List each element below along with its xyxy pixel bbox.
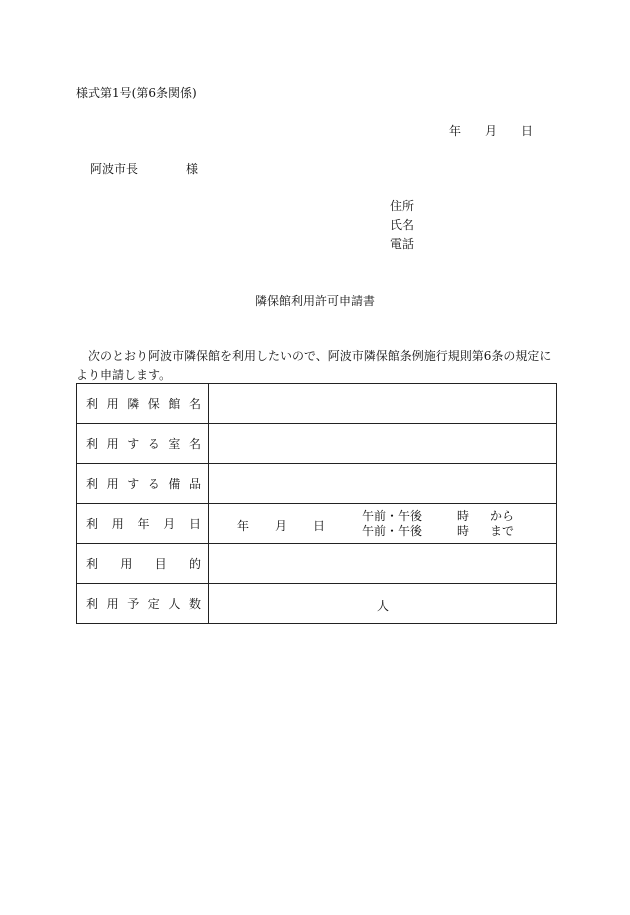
addressee-honorific: 様 [186, 162, 199, 176]
applicant-info [390, 197, 414, 254]
table-row [77, 584, 557, 624]
label-char: 保 [147, 397, 160, 411]
label-char: 目 [154, 557, 167, 571]
label-char: 月 [163, 517, 176, 531]
table-row [77, 544, 557, 584]
from-ampm: 午前・午後 [362, 509, 423, 523]
people-unit-label: 人 [377, 599, 390, 613]
label-char: る [147, 477, 160, 491]
from-hour-label: 時 [457, 509, 470, 523]
label-char: 利 [86, 477, 99, 491]
label-char: 人 [168, 597, 181, 611]
row-label-purpose [77, 544, 209, 584]
label-char: 日 [188, 517, 201, 531]
table-row [77, 384, 557, 424]
equipment-field[interactable] [209, 464, 557, 504]
row-label-date [77, 504, 209, 544]
from-suffix: から [490, 509, 515, 523]
room-name-field[interactable] [209, 424, 557, 464]
label-char: 室 [168, 437, 181, 451]
label-char: す [127, 477, 140, 491]
label-char: 用 [111, 517, 124, 531]
usage-time-range [362, 509, 514, 539]
usage-year-label: 年 [237, 519, 250, 533]
row-label-equipment [77, 464, 209, 504]
usage-day-label: 日 [313, 519, 326, 533]
label-char: 利 [86, 517, 99, 531]
label-char: 備 [168, 477, 181, 491]
time-from-row [362, 509, 514, 524]
application-date [449, 122, 533, 139]
label-char: す [127, 437, 140, 451]
to-hour-label: 時 [457, 524, 470, 538]
time-to-row [362, 524, 514, 539]
row-label-room [77, 424, 209, 464]
date-day-label: 日 [521, 124, 534, 138]
label-char: 年 [137, 517, 150, 531]
label-char: 利 [86, 397, 99, 411]
label-char: 用 [106, 397, 119, 411]
row-label-people [77, 584, 209, 624]
date-year-label: 年 [449, 124, 462, 138]
form-number: 様式第1号(第6条関係) [76, 86, 197, 100]
people-count-field[interactable] [209, 584, 557, 624]
date-month-label: 月 [485, 124, 498, 138]
label-char: 館 [168, 397, 181, 411]
label-char: 利 [86, 437, 99, 451]
label-char: 品 [188, 477, 201, 491]
label-char: 定 [147, 597, 160, 611]
label-char: 的 [188, 557, 201, 571]
purpose-field[interactable] [209, 544, 557, 584]
to-ampm: 午前・午後 [362, 524, 423, 538]
addressee-name: 阿波市長 [90, 162, 139, 176]
label-char: 用 [106, 477, 119, 491]
applicant-address-label: 住所 [390, 199, 415, 213]
label-char: 利 [86, 597, 99, 611]
addressee [90, 160, 198, 177]
applicant-name-label: 氏名 [390, 218, 415, 232]
label-char: 予 [127, 597, 140, 611]
table-row [77, 504, 557, 544]
table-row [77, 424, 557, 464]
label-char: る [147, 437, 160, 451]
usage-month-label: 月 [275, 519, 288, 533]
to-suffix: まで [490, 524, 515, 538]
label-char: 用 [106, 597, 119, 611]
label-char: 隣 [127, 397, 140, 411]
label-char: 名 [188, 397, 201, 411]
body-text: 次のとおり阿波市隣保館を利用したいので、阿波市隣保館条例施行規則第6条の規定により申請します。 [76, 349, 552, 382]
document-title: 隣保館利用許可申請書 [254, 294, 375, 308]
facility-name-field[interactable] [209, 384, 557, 424]
row-label-facility [77, 384, 209, 424]
label-char: 数 [188, 597, 201, 611]
applicant-phone-label: 電話 [390, 237, 415, 251]
application-table [76, 383, 557, 624]
usage-date-field[interactable] [209, 504, 557, 544]
label-char: 名 [188, 437, 201, 451]
label-char: 利 [86, 557, 99, 571]
table-row [77, 464, 557, 504]
label-char: 用 [120, 557, 133, 571]
usage-date-units [237, 517, 325, 534]
label-char: 用 [106, 437, 119, 451]
